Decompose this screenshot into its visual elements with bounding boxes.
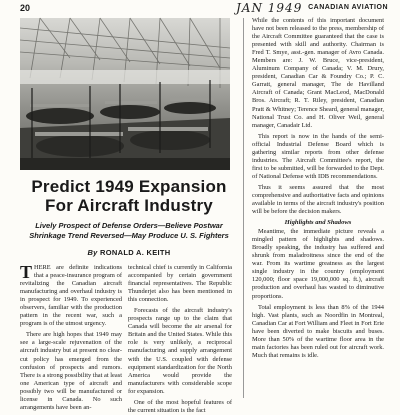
- paragraph: While the contents of this important document have not been released to the press, membership of the Aircraft Committee guaranteed that the case is presented with skill and authority. Chairman is Fred T. Smye, asst.-gen. manager of Avro Canada. Members are: J. W. Bruce, vice-president, Aluminum Company of Canada; V. M. Drury, president, Canadian Car & Foundry Co.; P. C. Garratt, general manager, The de Havilland Aircraft of Canada; Grant MacLeod, MacDonald Bros. Aircraft; R. T. Riley, president, Canadian Pratt & Whitney; Terence Sheard, general manager, National Trust Co. and H. Oliver Weil, general manager, Canadair Ltd.: [252, 17, 384, 129]
- byline-prefix: By: [87, 248, 98, 257]
- handwritten-date-annotation: JAN 1949: [236, 1, 303, 15]
- article-subhead: Lively Prospect of Defense Orders—Believe Postwar Shrinkage Trend Reversed—May Produce U. S. Fighters: [29, 221, 229, 240]
- factory-photo: [20, 18, 230, 170]
- column-divider: [243, 18, 244, 398]
- page-number: 20: [20, 3, 31, 13]
- magazine-title: CANADIAN AVIATION: [308, 4, 388, 11]
- paragraph: Total employment is less than 8% of the 1944 high. Vast plants, such as Noordfin in Montreal, Canadian Car at Fort William and Fleet in Fort Erie have been diverted to make biscuits and buses. More than 50% of the wartime floor area in the main factories has been ruled out for aircraft work. Much that remains is idle.: [252, 303, 384, 359]
- body-column-1: [20, 262, 122, 411]
- paragraph: THERE are definite indications that a peace-insurance program of revitalizing the Canadian aircraft manufacturing and overhaul industry is in prospect for 1949. To experienced observers, familiar with the production pattern in the recent war, such a program is of the utmost urgency.: [20, 262, 122, 328]
- body-column-3: [252, 17, 384, 398]
- page-header: [20, 3, 388, 17]
- paragraph: Forecasts of the aircraft industry's prospects range up to the claim that Canada will become the air arsenal for Britain and the United States. While this role is very unlikely, a reciprocal manufacturing and supply arrangement with the U.S. coupled with defense equipment standardization for the North America would provide the manufacturers with considerable scope for expansion.: [128, 307, 232, 395]
- paragraph: technical chief is currently in California accompanied by certain government financial representatives. The Republic Thunderjet also has been mentioned in this connection.: [128, 264, 232, 304]
- byline-author: RONALD A. KEITH: [100, 248, 171, 257]
- paragraph: Thus it seems assured that the most comprehensive and authoritative facts and opinions available in terms of the aircraft industry's position will be before the decision makers.: [252, 183, 384, 216]
- paragraph: There are high hopes that 1949 may see a large-scale rejuvenation of the aircraft industry but at present no clear-cut policy has emerged from the confusion of prospects and rumors. There is a strong possibility that at least one American type of aircraft and possibly two will be manufactured or license in Canada. No such arrangements have been an-: [20, 331, 122, 411]
- paragraph: One of the most hopeful features of the current situation is the fact: [128, 398, 232, 414]
- body-column-2: [128, 264, 232, 414]
- article-byline: [20, 248, 238, 257]
- paragraph: This report is now in the hands of the semi-official Industrial Defense Board which is gathering similar reports from other defense industries. The Aircraft Committee's report, the first to be submitted, will be forwarded to the Dept. of National Defense with IDB recommendations.: [252, 132, 384, 180]
- paragraph: Meantime, the immediate picture reveals a mingled pattern of highlights and shadows. Broadly speaking, the industry has suffered and shrunk from maladroitness since the end of the war. From its wartime greatness as the largest single industry in the country (employment 120,000; floor space 19,000,000 sq. ft.), aircraft production and overhaul has wasted to diminutive proportions.: [252, 228, 384, 300]
- article-headline: Predict 1949 Expansion For Aircraft Industry: [31, 177, 227, 215]
- section-heading: Highlights and Shadows: [284, 219, 352, 227]
- drop-cap: T: [20, 262, 33, 282]
